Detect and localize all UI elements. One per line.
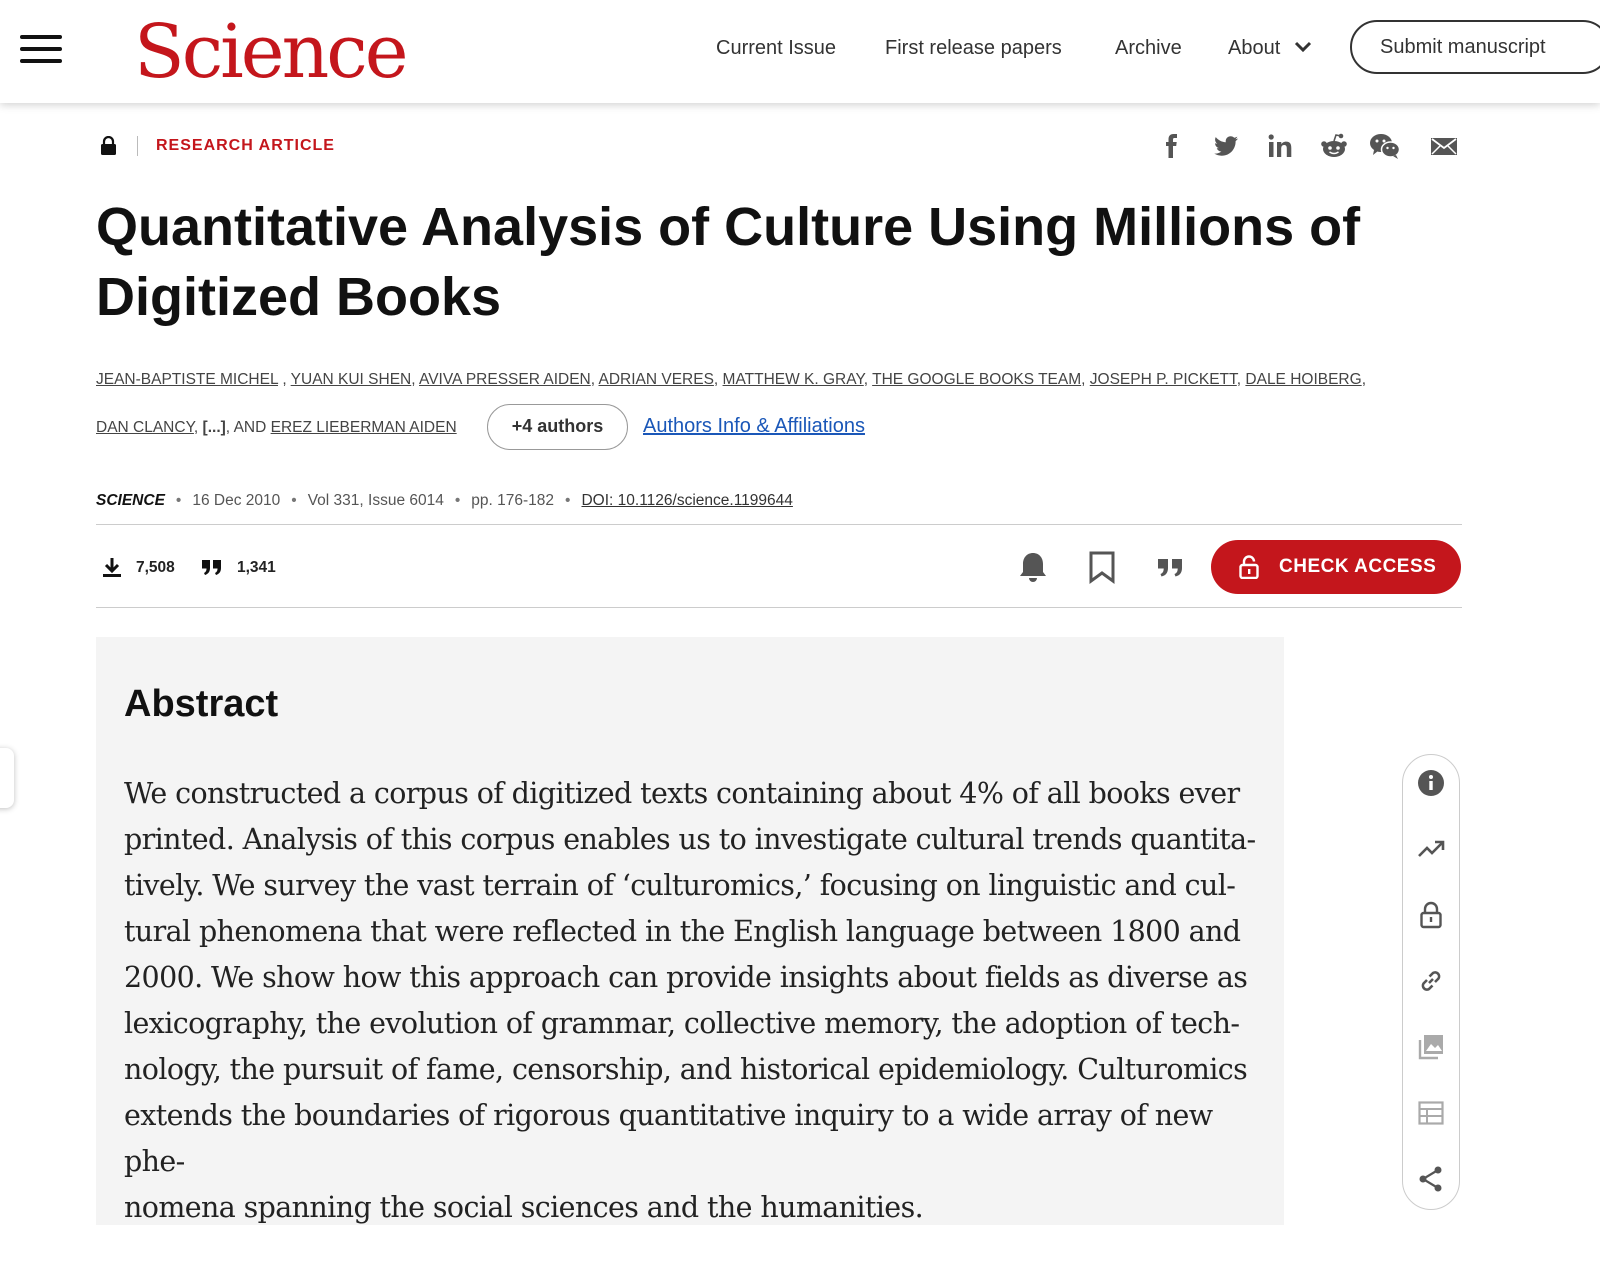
author-and: AND	[233, 419, 267, 436]
author-link[interactable]: AVIVA PRESSER AIDEN	[419, 371, 591, 388]
abstract-line: extends the boundaries of rigorous quantitative inquiry to a wide array of new phe-	[124, 1099, 1213, 1178]
more-authors-button[interactable]: +4 authors	[487, 404, 628, 450]
check-access-label: CHECK ACCESS	[1279, 556, 1437, 577]
wechat-icon[interactable]	[1369, 132, 1401, 160]
unlock-icon[interactable]	[1417, 901, 1445, 929]
article-title	[96, 192, 1396, 332]
nav-first-release[interactable]: First release papers	[885, 37, 1062, 59]
side-panel-toggle[interactable]	[0, 748, 14, 808]
lock-icon	[100, 136, 117, 156]
divider	[137, 136, 138, 156]
nav-archive[interactable]: Archive	[1115, 37, 1182, 59]
abstract-line: nomena spanning the social sciences and the humanities.	[124, 1191, 924, 1224]
linkedin-icon[interactable]	[1266, 132, 1294, 160]
abstract-line: printed. Analysis of this corpus enables us to investigate cultural trends quantita-	[124, 823, 1256, 856]
author-link[interactable]: MATTHEW K. GRAY	[722, 371, 864, 388]
page-range: pp. 176-182	[471, 492, 555, 509]
facebook-icon[interactable]	[1158, 132, 1186, 160]
download-count: 7,508	[136, 559, 175, 576]
author-ellipsis[interactable]: [...]	[202, 419, 226, 436]
science-logo[interactable]: Science	[134, 9, 406, 95]
bell-icon[interactable]	[1017, 550, 1049, 584]
download-icon	[101, 556, 123, 578]
bookmark-icon[interactable]	[1086, 550, 1118, 584]
cite-icon[interactable]	[1155, 550, 1187, 584]
article-title-line1: Quantitative Analysis of Culture Using Millions of	[96, 197, 1361, 257]
abstract-heading: Abstract	[124, 683, 279, 725]
article-type-label: RESEARCH ARTICLE	[156, 137, 335, 154]
volume-issue[interactable]: Vol 331, Issue 6014	[307, 492, 444, 509]
divider	[96, 607, 1462, 608]
citation-icon	[201, 556, 223, 578]
abstract-line: tural phenomena that were reflected in the English language between 1800 and	[124, 915, 1241, 948]
author-link[interactable]: JOSEPH P. PICKETT	[1089, 371, 1237, 388]
chevron-down-icon[interactable]	[1294, 38, 1312, 56]
images-icon[interactable]	[1417, 1033, 1445, 1061]
pub-date: 16 Dec 2010	[192, 492, 281, 509]
reddit-icon[interactable]	[1320, 132, 1348, 160]
check-access-button[interactable]	[1211, 540, 1461, 594]
doi-link[interactable]: DOI: 10.1126/science.1199644	[581, 492, 793, 509]
share-icon[interactable]	[1417, 1165, 1445, 1193]
menu-icon[interactable]	[20, 33, 62, 65]
author-link[interactable]: DAN CLANCY	[96, 419, 194, 436]
abstract-text	[124, 771, 1264, 1231]
author-list: JEAN-BAPTISTE MICHEL , YUAN KUI SHEN, AVIVA PRESSER AIDEN, ADRIAN VERES, MATTHEW K. GRAY, THE GOOGLE BOOKS TEAM, JOSEPH P. PICKETT, DALE HOIBERG,	[96, 371, 1366, 388]
table-icon[interactable]	[1417, 1099, 1445, 1127]
author-link[interactable]: YUAN KUI SHEN	[290, 371, 412, 388]
author-link[interactable]: ADRIAN VERES	[598, 371, 714, 388]
author-link[interactable]: DALE HOIBERG	[1245, 371, 1362, 388]
site-header	[0, 0, 1600, 103]
unlock-icon	[1239, 555, 1259, 579]
affiliations-link[interactable]: Authors Info & Affiliations	[643, 415, 865, 437]
citation-meta: SCIENCE • 16 Dec 2010 • Vol 331, Issue 6014 • pp. 176-182 • DOI: 10.1126/science.1199644	[96, 492, 793, 509]
nav-current-issue[interactable]: Current Issue	[716, 37, 837, 59]
author-list-line2: DAN CLANCY, [...], AND EREZ LIEBERMAN AIDEN	[96, 419, 457, 436]
author-link[interactable]: THE GOOGLE BOOKS TEAM	[872, 371, 1082, 388]
email-icon[interactable]	[1430, 132, 1458, 160]
article-title-line2: Digitized Books	[96, 267, 502, 327]
submit-manuscript-button[interactable]: Submit manuscript	[1350, 20, 1600, 74]
info-icon[interactable]	[1417, 769, 1445, 797]
author-link[interactable]: EREZ LIEBERMAN AIDEN	[270, 419, 457, 436]
journal-name: SCIENCE	[96, 492, 165, 509]
divider	[96, 524, 1462, 525]
nav-about[interactable]: About	[1228, 37, 1281, 59]
abstract-line: nology, the pursuit of fame, censorship, and historical epidemiology. Culturomics	[124, 1053, 1248, 1086]
abstract-line: We constructed a corpus of digitized texts containing about 4% of all books ever	[124, 777, 1240, 810]
abstract-line: 2000. We show how this approach can provide insights about fields as diverse as	[124, 961, 1248, 994]
abstract-line: tively. We survey the vast terrain of ‘culturomics,’ focusing on linguistic and cul-	[124, 869, 1236, 902]
abstract-line: lexicography, the evolution of grammar, collective memory, the adoption of tech-	[124, 1007, 1240, 1040]
link-icon[interactable]	[1417, 967, 1445, 995]
citation-count: 1,341	[237, 559, 276, 576]
trend-icon[interactable]	[1417, 835, 1445, 863]
twitter-icon[interactable]	[1212, 132, 1240, 160]
author-link[interactable]: JEAN-BAPTISTE MICHEL	[96, 371, 279, 388]
article-tools-rail	[1402, 754, 1460, 1210]
